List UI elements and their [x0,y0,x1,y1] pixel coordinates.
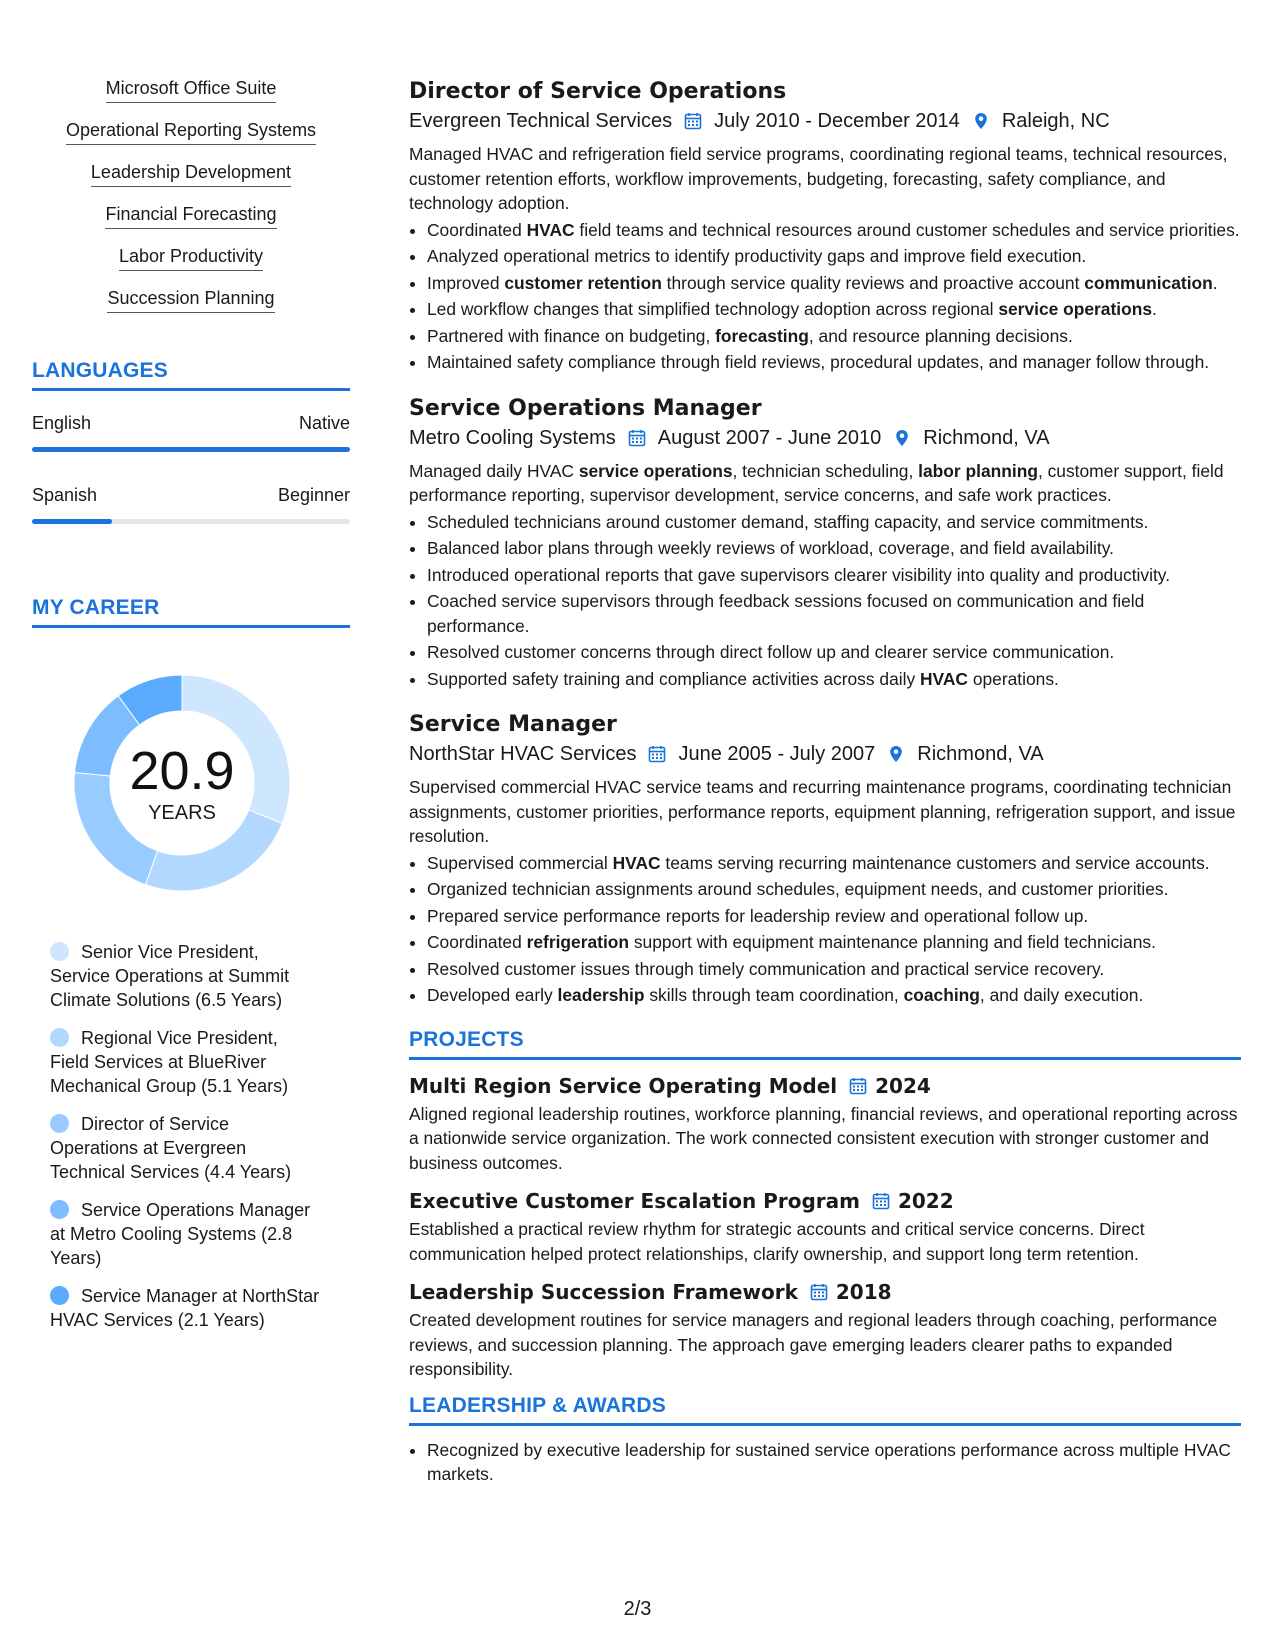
map-pin-icon [972,112,990,130]
job-bullet: • Coordinated HVAC field teams and technical resources around customer schedules and service priorities. [427,218,1241,243]
career-legend-text: Senior Vice President, Service Operations at Summit Climate Solutions (6.5 Years) [50,942,290,1010]
language-level: Native [298,413,350,433]
job-meta [409,106,1241,136]
map-pin-icon [887,745,905,763]
experience-list [409,78,1241,1008]
project-year: 2024 [875,1073,931,1098]
job-meta [409,739,1241,769]
job-title: Service Operations Manager [409,395,762,421]
legend-dot [50,942,69,961]
job-bullet: • Led workflow changes that simplified technology adoption across regional service operations. [427,297,1241,322]
language-item [32,485,350,524]
skill-item: Succession Planning [32,288,350,313]
career-legend-item [50,1284,320,1332]
job-bullet: • Organized technician assignments around schedules, equipment needs, and customer priorities. [427,877,1241,902]
language-bar-fill [32,447,350,452]
project-description: Established a practical review rhythm for strategic accounts and critical service concerns. Direct communication helped protect relationships, clarify ownership, and support long term retention. [409,1219,1145,1264]
career-legend-item [50,1112,320,1184]
career-legend-text: Director of Service Operations at Evergreen Technical Services (4.4 Years) [50,1114,292,1182]
job-description: Supervised commercial HVAC service teams and recurring maintenance programs, coordinating technician assignments, customer priorities, performance reports, equipment planning, refrigeration support, and issue resolution. [409,777,1236,846]
job-description: Managed daily HVAC service operations, technician scheduling, labor planning, customer support, field performance reporting, supervisor development, service concerns, and safe work practices. [409,460,1224,505]
job-bullet: • Partnered with finance on budgeting, forecasting, and resource planning decisions. [427,324,1241,349]
project-header [409,1187,1241,1215]
job-bullet: • Resolved customer concerns through direct follow up and clearer service communication. [427,640,1241,665]
map-pin-icon [893,429,911,447]
calendar-icon [872,1192,890,1210]
skill-item: Microsoft Office Suite [32,78,350,103]
legend-dot [50,1200,69,1219]
project-header [409,1278,1241,1306]
project-title: Executive Customer Escalation Program [409,1189,860,1213]
legend-dot [50,1114,69,1133]
job-bullet: • Supported safety training and compliance activities across daily HVAC operations. [427,667,1241,692]
job-company: NorthStar HVAC Services [409,743,637,765]
job-bullet: • Scheduled technicians around customer demand, staffing capacity, and service commitments. [427,510,1241,535]
job-bullet: • Developed early leadership skills through team coordination, coaching, and daily execution. [427,983,1241,1008]
job-bullet: • Resolved customer issues through timely communication and practical service recovery. [427,957,1241,982]
job-bullets [409,510,1241,692]
career-years-label: YEARS [148,801,216,824]
job-company: Metro Cooling Systems [409,426,616,449]
job-bullet: • Introduced operational reports that gave supervisors clearer visibility into quality and productivity. [427,563,1241,588]
job-bullet: • Improved customer retention through service quality reviews and proactive account communication. [427,271,1241,296]
skill-item: Leadership Development [32,162,350,187]
project-title: Multi Region Service Operating Model [409,1073,838,1098]
language-bar-fill [32,519,112,524]
project-entry [409,1187,1241,1266]
calendar-icon [648,745,666,763]
job-location: Richmond, VA [917,743,1044,765]
job-entry [409,78,1241,375]
awards-heading: LEADERSHIP & AWARDS [409,1394,1241,1426]
calendar-icon [628,429,646,447]
career-legend-text: Service Operations Manager at Metro Cooling Systems (2.8 Years) [50,1200,311,1268]
job-bullet: • Prepared service performance reports for leadership review and operational follow up. [427,904,1241,929]
job-company: Evergreen Technical Services [409,110,673,132]
job-title: Service Manager [409,712,617,737]
award-item: • Recognized by executive leadership for sustained service operations performance across multiple HVAC markets. [427,1438,1241,1487]
calendar-icon [684,112,702,130]
calendar-icon [810,1283,828,1301]
job-bullets [409,218,1241,375]
job-location: Raleigh, NC [1001,110,1110,132]
language-name: Spanish [32,485,98,505]
job-meta [409,423,1241,453]
language-bar [32,447,350,452]
project-description: Created development routines for service managers and regional leaders through coaching, performance reviews, and succession planning. The approach gave emerging leaders clearer paths to expanded responsibility. [409,1310,1218,1379]
project-header [409,1072,1241,1100]
skill-item: Financial Forecasting [32,204,350,229]
job-bullets [409,851,1241,1008]
legend-dot [50,1286,69,1305]
language-level: Beginner [277,485,350,505]
career-legend-text: Service Manager at NorthStar HVAC Services (2.1 Years) [50,1286,320,1330]
left-column [32,78,350,1346]
skill-item: Labor Productivity [32,246,350,271]
job-bullet: • Coached service supervisors through feedback sessions focused on communication and field performance. [427,589,1241,638]
languages-heading: LANGUAGES [32,359,350,391]
job-dates: July 2010 - December 2014 [714,110,960,132]
career-donut-chart [67,668,297,898]
project-title: Leadership Succession Framework [409,1280,798,1304]
career-legend-item [50,940,320,1012]
job-location: Richmond, VA [923,426,1050,449]
legend-dot [50,1028,69,1047]
job-bullet: • Maintained safety compliance through field reviews, procedural updates, and manager follow through. [427,350,1241,375]
job-bullet: • Analyzed operational metrics to identify productivity gaps and improve field execution. [427,244,1241,269]
project-entry [409,1072,1241,1176]
projects-heading: PROJECTS [409,1028,1241,1060]
skill-item: Operational Reporting Systems [32,120,350,145]
right-column [409,78,1241,1489]
page-number: 2/3 [623,1598,652,1620]
career-total-years: 20.9 [129,740,235,801]
skills-list [32,78,350,313]
job-title: Director of Service Operations [409,79,787,104]
projects-list [409,1072,1241,1382]
job-bullet: • Coordinated refrigeration support with equipment maintenance planning and field technicians. [427,930,1241,955]
project-year: 2018 [835,1280,892,1304]
language-bar [32,519,350,524]
job-bullet: • Balanced labor plans through weekly reviews of workload, coverage, and field availability. [427,536,1241,561]
job-entry [409,711,1241,1008]
career-legend-item [50,1026,320,1098]
career-legend [50,940,320,1332]
career-legend-item [50,1198,320,1270]
job-dates: August 2007 - June 2010 [657,426,882,449]
calendar-icon [849,1077,867,1095]
job-description: Managed HVAC and refrigeration field service programs, coordinating regional teams, technical resources, customer retention efforts, workflow improvements, budgeting, forecasting, safety compliance, and technology adoption. [409,144,1228,213]
career-legend-text: Regional Vice President, Field Services at BlueRiver Mechanical Group (5.1 Years) [50,1028,289,1096]
awards-list [409,1438,1241,1487]
project-entry [409,1278,1241,1382]
project-description: Aligned regional leadership routines, workforce planning, financial reviews, and operational reporting across a nationwide service organization. The work connected consistent execution with stronger customer and business outcomes. [409,1103,1238,1173]
job-bullet: • Supervised commercial HVAC teams serving recurring maintenance customers and service accounts. [427,851,1241,876]
language-name: English [32,413,92,433]
language-item [32,413,350,452]
job-entry [409,395,1241,692]
project-year: 2022 [897,1189,954,1213]
career-heading: MY CAREER [32,596,350,628]
job-dates: June 2005 - July 2007 [678,743,876,765]
